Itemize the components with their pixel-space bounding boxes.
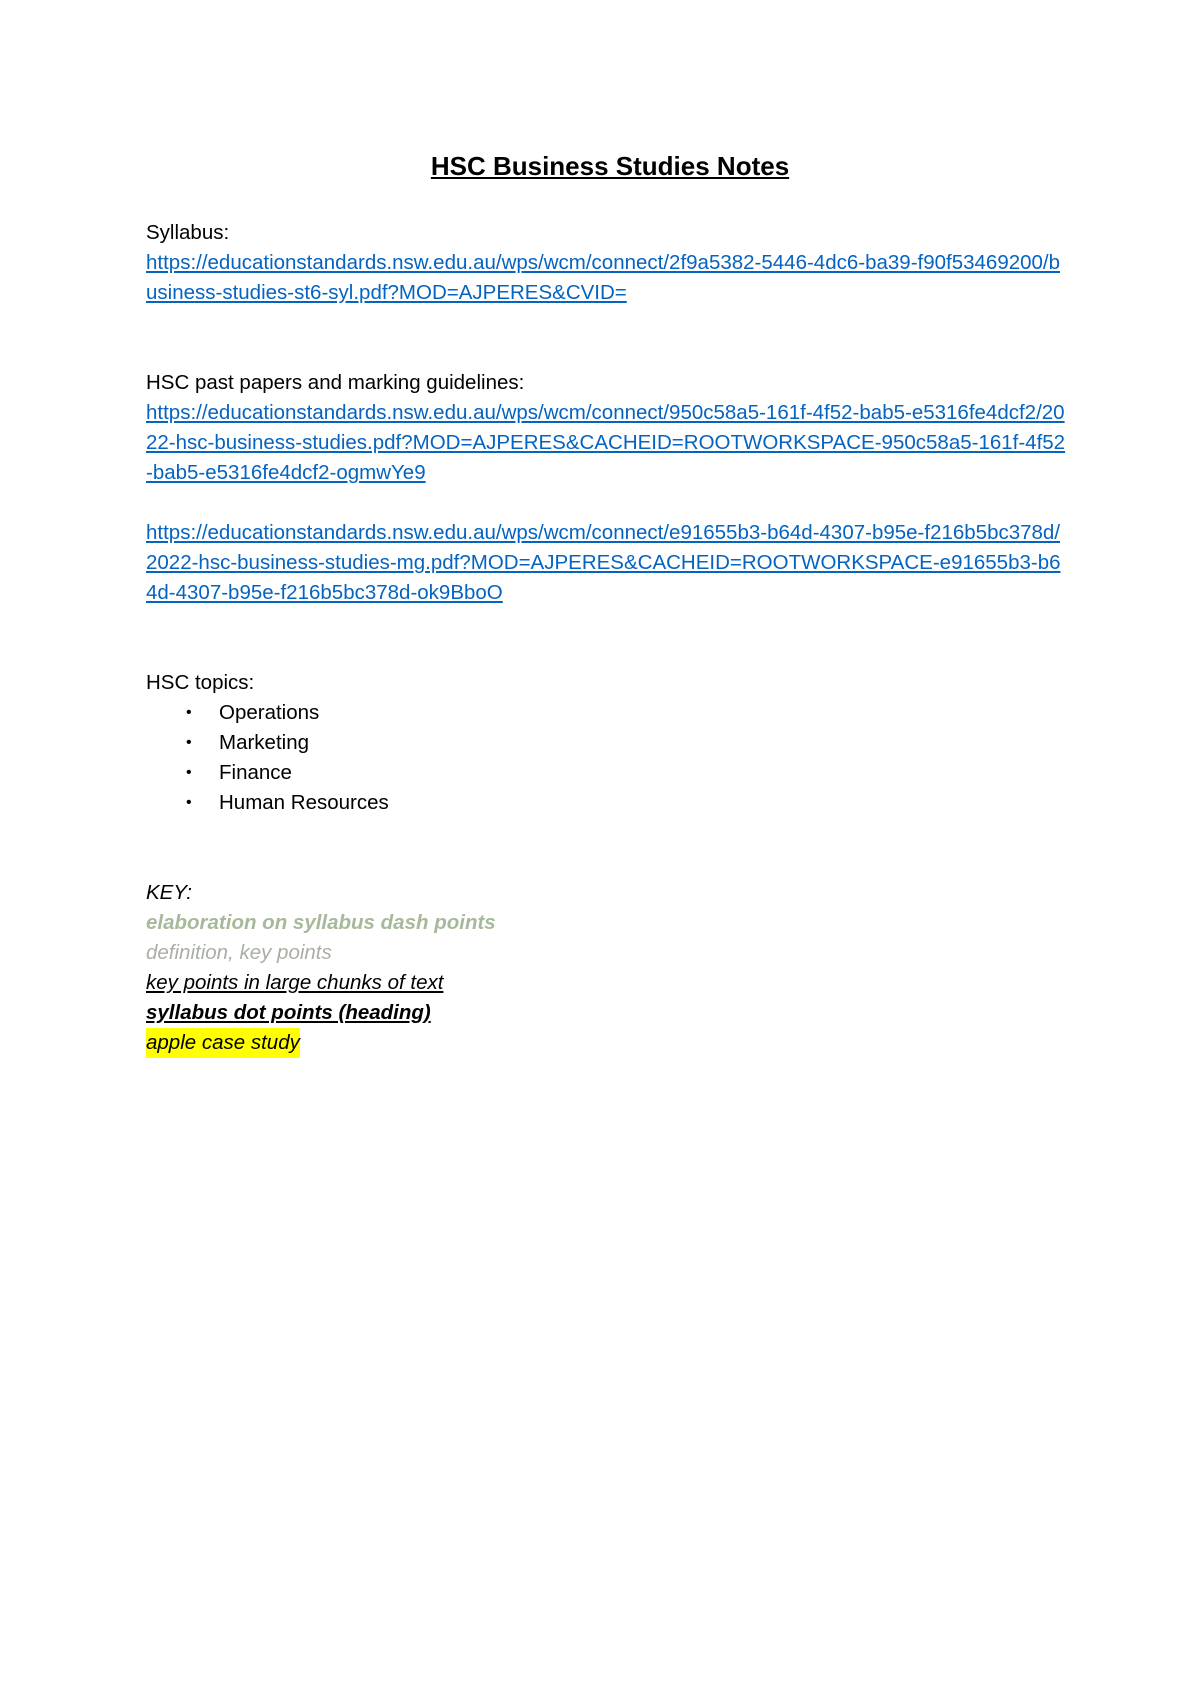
spacer — [146, 488, 1066, 518]
syllabus-link[interactable]: https://educationstandards.nsw.edu.au/wps/wcm/connect/2f9a5382-5446-4dc6-ba39-f90f53469200/business-studies-st6-syl.pdf?MOD=AJPERES&CVID= — [146, 251, 1061, 304]
key-elaboration: elaboration on syllabus dash points — [146, 911, 496, 934]
spacer — [146, 818, 1066, 878]
topic-label: Marketing — [219, 731, 310, 754]
marking-guidelines-link[interactable]: https://educationstandards.nsw.edu.au/wps/wcm/connect/e91655b3-b64d-4307-b95e-f216b5bc378d/2022-hsc-business-studies-mg.pdf?MOD=AJPERES&CACHEID=ROOTWORKSPACE-e91655b3-b64d-4307-b95e-f216b5bc378d-ok9BboO — [146, 521, 1061, 604]
topic-label: Human Resources — [219, 791, 389, 814]
topic-label: Finance — [219, 761, 292, 784]
list-item — [186, 728, 1066, 758]
list-item — [186, 758, 1066, 788]
key-points-large-text: key points in large chunks of text — [146, 971, 444, 994]
topics-list — [146, 698, 1066, 818]
bullet-icon: • — [186, 764, 192, 781]
key-apple-case-study: apple case study — [146, 1028, 300, 1058]
past-papers-label: HSC past papers and marking guidelines: — [146, 371, 525, 394]
key-label: KEY: — [146, 881, 192, 904]
list-item — [186, 698, 1066, 728]
key-definition: definition, key points — [146, 941, 332, 964]
document-body — [146, 146, 1066, 1058]
spacer — [146, 308, 1066, 368]
key-row — [146, 998, 1066, 1028]
spacer — [146, 608, 1066, 668]
page-title: HSC Business Studies Notes — [430, 151, 790, 181]
key-row — [146, 1028, 1066, 1058]
key-row — [146, 968, 1066, 998]
syllabus-label: Syllabus: — [146, 221, 230, 244]
key-syllabus-dot-points: syllabus dot points (heading) — [146, 1001, 431, 1024]
bullet-icon: • — [186, 734, 192, 751]
bullet-icon: • — [186, 704, 192, 721]
topic-label: Operations — [219, 701, 320, 724]
list-item — [186, 788, 1066, 818]
bullet-icon: • — [186, 794, 192, 811]
past-paper-link[interactable]: https://educationstandards.nsw.edu.au/wps/wcm/connect/950c58a5-161f-4f52-bab5-e5316fe4dcf2/2022-hsc-business-studies.pdf?MOD=AJPERES&CACHEID=ROOTWORKSPACE-950c58a5-161f-4f52-bab5-e5316fe4dcf2-ogmwYe9 — [146, 401, 1066, 484]
topics-label: HSC topics: — [146, 671, 255, 694]
